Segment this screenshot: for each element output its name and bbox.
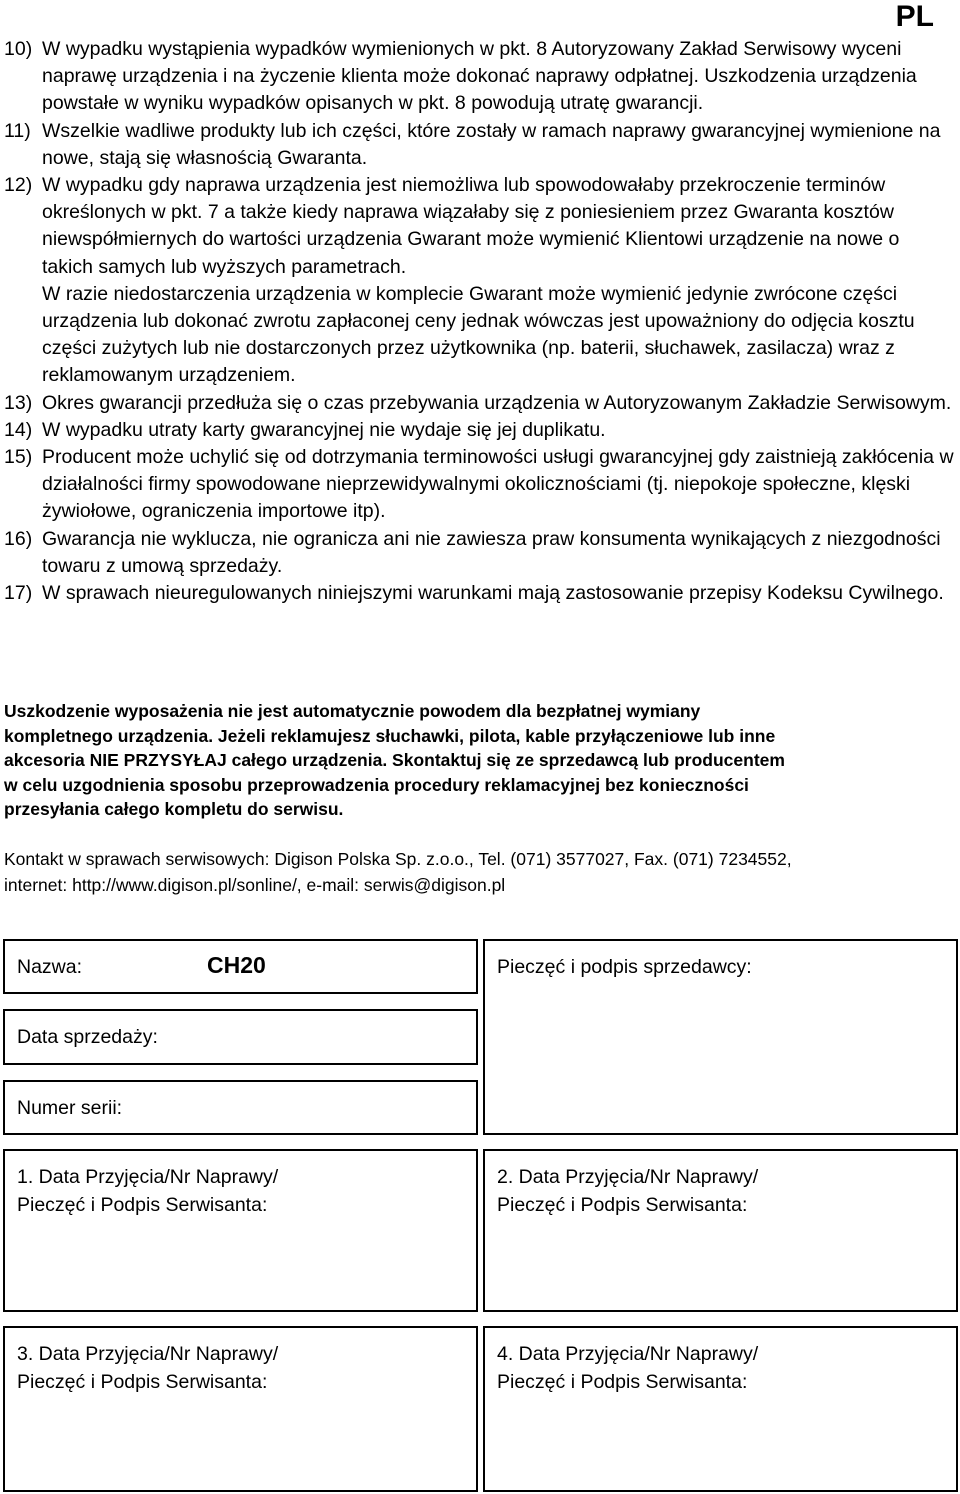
item-number: 16) — [4, 527, 33, 550]
repair-signature-label: Pieczęć i Podpis Serwisanta: — [17, 1371, 268, 1393]
accessory-notice — [4, 699, 954, 822]
notice-line: przesyłania całego kompletu do serwisu. — [4, 799, 344, 820]
repair-box-1[interactable] — [3, 1149, 478, 1312]
language-code: PL — [895, 0, 934, 33]
serial-label: Numer serii: — [17, 1097, 123, 1119]
notice-line: akcesoria NIE PRZYSYŁAJ całego urządzenia. Skontaktuj się ze sprzedawcą lub producentem — [4, 750, 785, 771]
name-value: CH20 — [207, 952, 266, 978]
sale-date-box[interactable] — [3, 1009, 478, 1065]
repair-label: 2. Data Przyjęcia/Nr Naprawy/ — [497, 1166, 759, 1188]
item-text: Okres gwarancji przedłuża się o czas przebywania urządzenia w Autoryzowanym Zakładzie Serwisowym. — [42, 391, 952, 414]
item-text: W wypadku gdy naprawa urządzenia jest niemożliwa lub spowodowałaby przekroczenie terminów określonych w pkt. 7 a także kiedy naprawa wiązałaby się z poniesieniem przez Gwaranta kosztów niewspółmiernych do wartości urządzenia Gwarant może wymienić Klientowi urządzenie na nowe o takich samych lub wyższych parametrach. — [42, 174, 900, 278]
list-item — [4, 580, 954, 607]
notice-line: kompletnego urządzenia. Jeżeli reklamujesz słuchawki, pilota, kable przyłączeniowe lub inne — [4, 725, 776, 746]
item-text-continued: W razie niedostarczenia urządzenia w komplecie Gwarant może wymienić jedynie zwrócone części urządzenia lub dokonać zwrotu zapłaconej ceny jednak wówczas jest upoważniony do odjęcia kosztu części zużytych lub nie dostarczonych przez użytkownika (np. baterii, słuchawek, zasilacza) wraz z reklamowanym urządzeniem. — [42, 282, 915, 387]
item-number: 10) — [4, 38, 33, 60]
item-text: W sprawach nieuregulowanych niniejszymi warunkami mają zastosowanie przepisy Kodeksu Cywilnego. — [42, 582, 944, 605]
list-item — [4, 172, 954, 390]
item-text: Gwarancja nie wyklucza, nie ogranicza ani nie zawiesza praw konsumenta wynikających z niezgodności towaru z umową sprzedaży. — [42, 527, 941, 577]
warranty-terms-list — [4, 36, 954, 607]
name-label: Nazwa: — [17, 956, 83, 978]
sale-date-label: Data sprzedaży: — [17, 1026, 158, 1048]
product-name-box — [3, 939, 478, 994]
item-number: 11) — [4, 119, 31, 142]
repair-signature-label: Pieczęć i Podpis Serwisanta: — [497, 1194, 748, 1216]
list-item — [4, 417, 954, 444]
repair-box-4[interactable] — [483, 1326, 958, 1492]
seller-stamp-box[interactable] — [483, 939, 958, 1135]
repair-label: 3. Data Przyjęcia/Nr Naprawy/ — [17, 1343, 279, 1365]
list-item — [4, 36, 954, 118]
repair-box-2[interactable] — [483, 1149, 958, 1312]
notice-line: Uszkodzenie wyposażenia nie jest automatycznie powodem dla bezpłatnej wymiany — [4, 701, 701, 721]
repair-label: 1. Data Przyjęcia/Nr Naprawy/ — [17, 1166, 279, 1188]
item-number: 17) — [4, 582, 33, 605]
item-number: 13) — [4, 391, 33, 414]
list-item — [4, 526, 954, 580]
repair-signature-label: Pieczęć i Podpis Serwisanta: — [17, 1194, 268, 1216]
item-text: Wszelkie wadliwe produkty lub ich części, które zostały w ramach naprawy gwarancyjnej wymienione na nowe, stają się własnością Gwaranta. — [42, 119, 941, 169]
item-text: Producent może uchylić się od dotrzymania terminowości usługi gwarancyjnej gdy zaistnieją zakłócenia w działalności firmy spowodowane nieprzewidywalnymi okolicznościami (tj. niepokoje społeczne, klęski żywiołowe, ograniczenia importowe itp). — [42, 446, 954, 523]
list-item — [4, 390, 954, 417]
serial-number-box[interactable] — [3, 1080, 478, 1135]
contact-line: Kontakt w sprawach serwisowych: Digison Polska Sp. z.o.o., Tel. (071) 3577027, Fax. (071) 7234552, — [4, 849, 792, 869]
item-number: 12) — [4, 174, 33, 197]
item-text: W wypadku utraty karty gwarancyjnej nie wydaje się jej duplikatu. — [42, 418, 606, 441]
item-number: 15) — [4, 446, 33, 469]
repair-label: 4. Data Przyjęcia/Nr Naprawy/ — [497, 1343, 759, 1365]
contact-line: internet: http://www.digison.pl/sonline/, e-mail: serwis@digison.pl — [4, 875, 506, 895]
item-text: W wypadku wystąpienia wypadków wymienionych w pkt. 8 Autoryzowany Zakład Serwisowy wyceni naprawę urządzenia i na życzenie klienta może dokonać naprawy odpłatnej. Uszkodzenia urządzenia powstałe w wyniku wypadków opisanych w pkt. 8 powodują utratę gwarancji. — [42, 38, 917, 115]
seller-stamp-label: Pieczęć i podpis sprzedawcy: — [497, 956, 752, 978]
list-item — [4, 118, 954, 172]
notice-line: w celu uzgodnienia sposobu przeprowadzenia procedury reklamacyjnej bez konieczności — [4, 774, 749, 795]
repair-signature-label: Pieczęć i Podpis Serwisanta: — [497, 1371, 748, 1393]
service-contact — [4, 846, 954, 898]
list-item — [4, 444, 954, 526]
item-number: 14) — [4, 418, 33, 441]
repair-box-3[interactable] — [3, 1326, 478, 1492]
